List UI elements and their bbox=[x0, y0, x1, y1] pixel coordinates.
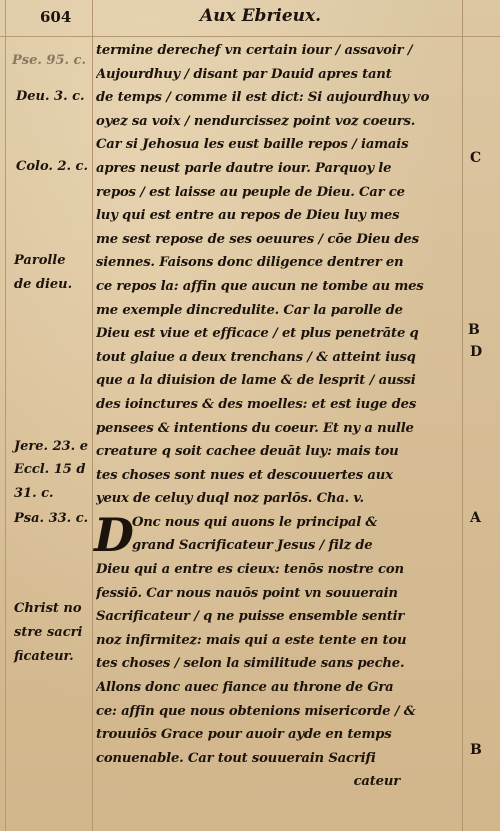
main-text-block bbox=[96, 39, 460, 794]
text-line: tout glaiue a deux trenchans / & atteint iusq bbox=[96, 349, 416, 365]
ruled-line-margin bbox=[92, 0, 93, 831]
ruled-line-top bbox=[0, 36, 500, 37]
text-line: noz infirmitez: mais qui a este tente en tou bbox=[96, 632, 407, 648]
margin-note: Psa. 33. c. bbox=[14, 511, 89, 526]
margin-note: 31. c. bbox=[14, 486, 54, 501]
section-letter: A bbox=[470, 510, 481, 526]
text-line: grand Sacrificateur Jesus / filz de bbox=[132, 538, 373, 554]
text-line: ce: affin que nous obtenions misericorde / & bbox=[96, 703, 416, 719]
drop-cap-initial: D bbox=[94, 507, 134, 562]
text-line: pensees & intentions du coeur. Et ny a nulle bbox=[96, 420, 414, 436]
section-letter: D bbox=[470, 344, 483, 360]
text-line: Aujourdhuy / disant par Dauid apres tant bbox=[96, 66, 392, 82]
text-line: termine derechef vn certain iour / assavoir / bbox=[96, 43, 413, 58]
section-letter: B bbox=[468, 322, 480, 338]
margin-note: Deu. 3. c. bbox=[16, 89, 85, 104]
text-line: que a la diuision de lame & de lesprit / aussi bbox=[96, 373, 416, 389]
margin-note: Colo. 2. c. bbox=[16, 159, 88, 174]
text-line: yeux de celuy duql noz parlōs. Cha. v. bbox=[96, 491, 364, 507]
text-line: tes choses sont nues et descouuertes aux bbox=[96, 467, 393, 483]
text-line: repos / est laisse au peuple de Dieu. Car ce bbox=[96, 184, 405, 200]
ruled-line-right bbox=[462, 0, 463, 831]
text-line: me exemple dincredulite. Car la parolle de bbox=[96, 302, 403, 318]
ruled-line-left bbox=[5, 0, 6, 831]
section-letter: C bbox=[470, 150, 482, 166]
page-header bbox=[0, 6, 500, 30]
text-line: trouuiōs Grace pour auoir ayde en temps bbox=[96, 727, 392, 743]
text-line: creature q soit cachee deuāt luy: mais tou bbox=[96, 444, 399, 460]
folio-number: 604 bbox=[40, 8, 72, 26]
text-line: de temps / comme il est dict: Si aujourdhuy vo bbox=[96, 90, 430, 106]
text-line: Sacrificateur / q ne puisse ensemble sentir bbox=[96, 609, 405, 625]
text-line: oyez sa voix / nendurcissez point voz coeurs. bbox=[96, 113, 416, 129]
text-line: Car si Jehosua les eust baille repos / iamais bbox=[96, 137, 409, 153]
text-line: siennes. Faisons donc diligence dentrer en bbox=[96, 255, 404, 271]
catchword: cateur bbox=[353, 774, 400, 790]
text-line: fessiō. Car nous nauōs point vn souuerain bbox=[96, 585, 398, 601]
text-line: Dieu qui a entre es cieux: tenōs nostre con bbox=[96, 562, 404, 578]
text-line: tes choses / selon la similitude sans peche. bbox=[96, 656, 405, 672]
margin-note: Christ no bbox=[14, 601, 82, 616]
margin-note: Parolle bbox=[14, 253, 66, 268]
text-line: des ioinctures & des moelles: et est iuge des bbox=[96, 396, 417, 412]
margin-note: Eccl. 15 d bbox=[14, 462, 86, 477]
margin-note: Jere. 23. e bbox=[14, 439, 89, 454]
text-line: luy qui est entre au repos de Dieu luy mes bbox=[96, 208, 400, 224]
text-line: conuenable. Car tout souuerain Sacrifi bbox=[96, 750, 376, 766]
text-line: me sest repose de ses oeuures / cōe Dieu des bbox=[96, 231, 419, 247]
text-line: ce repos la: affin que aucun ne tombe au mes bbox=[96, 278, 424, 294]
margin-note: stre sacri bbox=[14, 625, 83, 640]
text-line: Allons donc auec fiance au throne de Gra bbox=[96, 680, 394, 696]
text-line: apres neust parle dautre iour. Parquoy le bbox=[96, 160, 392, 176]
margin-note: de dieu. bbox=[14, 277, 73, 292]
text-line: Dieu est viue et efficace / et plus penetrāte q bbox=[96, 326, 419, 342]
margin-note: ficateur. bbox=[14, 649, 74, 664]
running-title: Aux Ebrieux. bbox=[200, 6, 322, 26]
text-line: Onc nous qui auons le principal & bbox=[132, 514, 378, 530]
chapter-opening bbox=[94, 507, 460, 562]
section-letter: B bbox=[470, 742, 482, 758]
margin-note: Pse. 95. c. bbox=[12, 53, 87, 68]
